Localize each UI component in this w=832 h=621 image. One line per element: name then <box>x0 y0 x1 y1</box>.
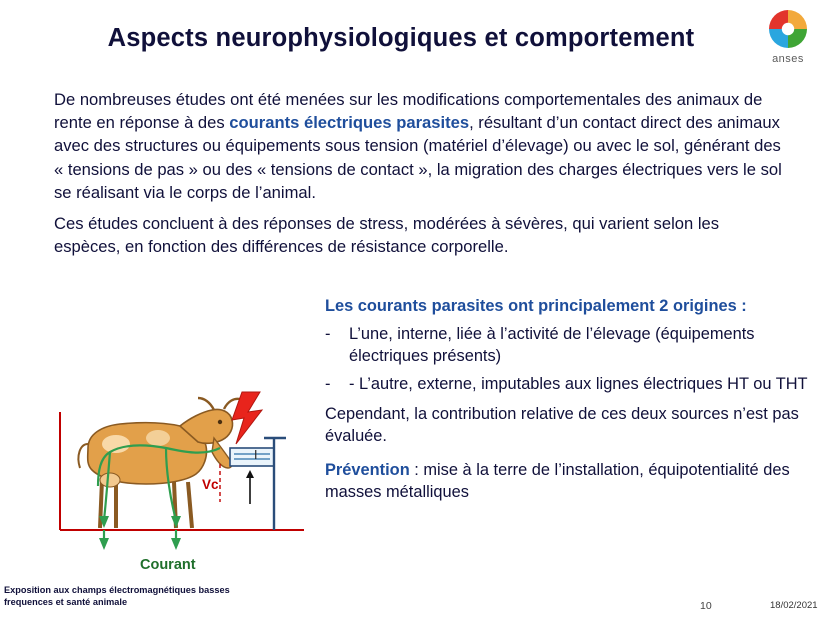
bullet-marker: - <box>325 374 331 393</box>
logo-label: anses <box>772 53 804 65</box>
trough-shape <box>230 438 286 530</box>
cow-stray-voltage-diagram <box>54 352 316 584</box>
voltage-label: Vc <box>202 477 219 492</box>
footer-date: 18/02/2021 <box>770 600 818 611</box>
page-number: 10 <box>700 600 712 612</box>
list-item <box>325 324 820 368</box>
logo-mark-icon <box>765 6 811 52</box>
paragraph-1-highlight: courants électriques parasites <box>229 113 470 133</box>
footer-source-line-1: Exposition aux champs électromagnétiques basses <box>4 585 230 595</box>
footer-source-line-2: frequences et santé animale <box>4 596 128 607</box>
right-column <box>325 296 820 504</box>
paragraph-1-part-1: De nombreuses études ont été menées sur les modifications comportementales des animaux de rente en réponse à des <box>54 90 763 133</box>
prevention-text: : mise à la terre de l’installation, équipotentialité des masses métalliques <box>325 460 790 501</box>
prevention-label: Prévention <box>325 460 410 479</box>
right-column-heading: Les courants parasites ont principalement 2 origines : <box>325 297 747 315</box>
body-text <box>54 88 789 267</box>
anses-logo <box>757 6 819 68</box>
paragraph-1-part-2: , résultant d’un contact direct des animaux avec des structures ou équipements sous tension (matériel d’élevage) ou avec le sol, générant des « tensions de pas » ou des « tensions de contact », la migration des charges électriques vers le sol se réalisant via le corps de l’animal. <box>54 113 782 202</box>
right-column-paragraph: Cependant, la contribution relative de ces deux sources n’est pas évaluée. <box>325 404 799 445</box>
current-label: Courant <box>140 557 196 573</box>
bullet-text: - L’autre, externe, imputables aux lignes électriques HT ou THT <box>349 374 808 393</box>
current-symbol-label: I <box>254 448 258 462</box>
cow-shape <box>78 398 240 528</box>
paragraph-1 <box>54 88 789 204</box>
footer-source <box>4 585 304 608</box>
prevention-line <box>325 460 820 504</box>
page-title: Aspects neurophysiologiques et comportement <box>107 24 695 52</box>
current-arrow-i <box>246 470 254 504</box>
paragraph-2: Ces études concluent à des réponses de stress, modérées à sévères, qui varient selon les espèces, en fonction des différences de résistance corporelle. <box>54 214 720 257</box>
bullet-text: L’une, interne, liée à l’activité de l’élevage (équipements électriques présents) <box>349 324 755 365</box>
list-item <box>325 374 820 396</box>
bullet-marker: - <box>325 324 331 343</box>
